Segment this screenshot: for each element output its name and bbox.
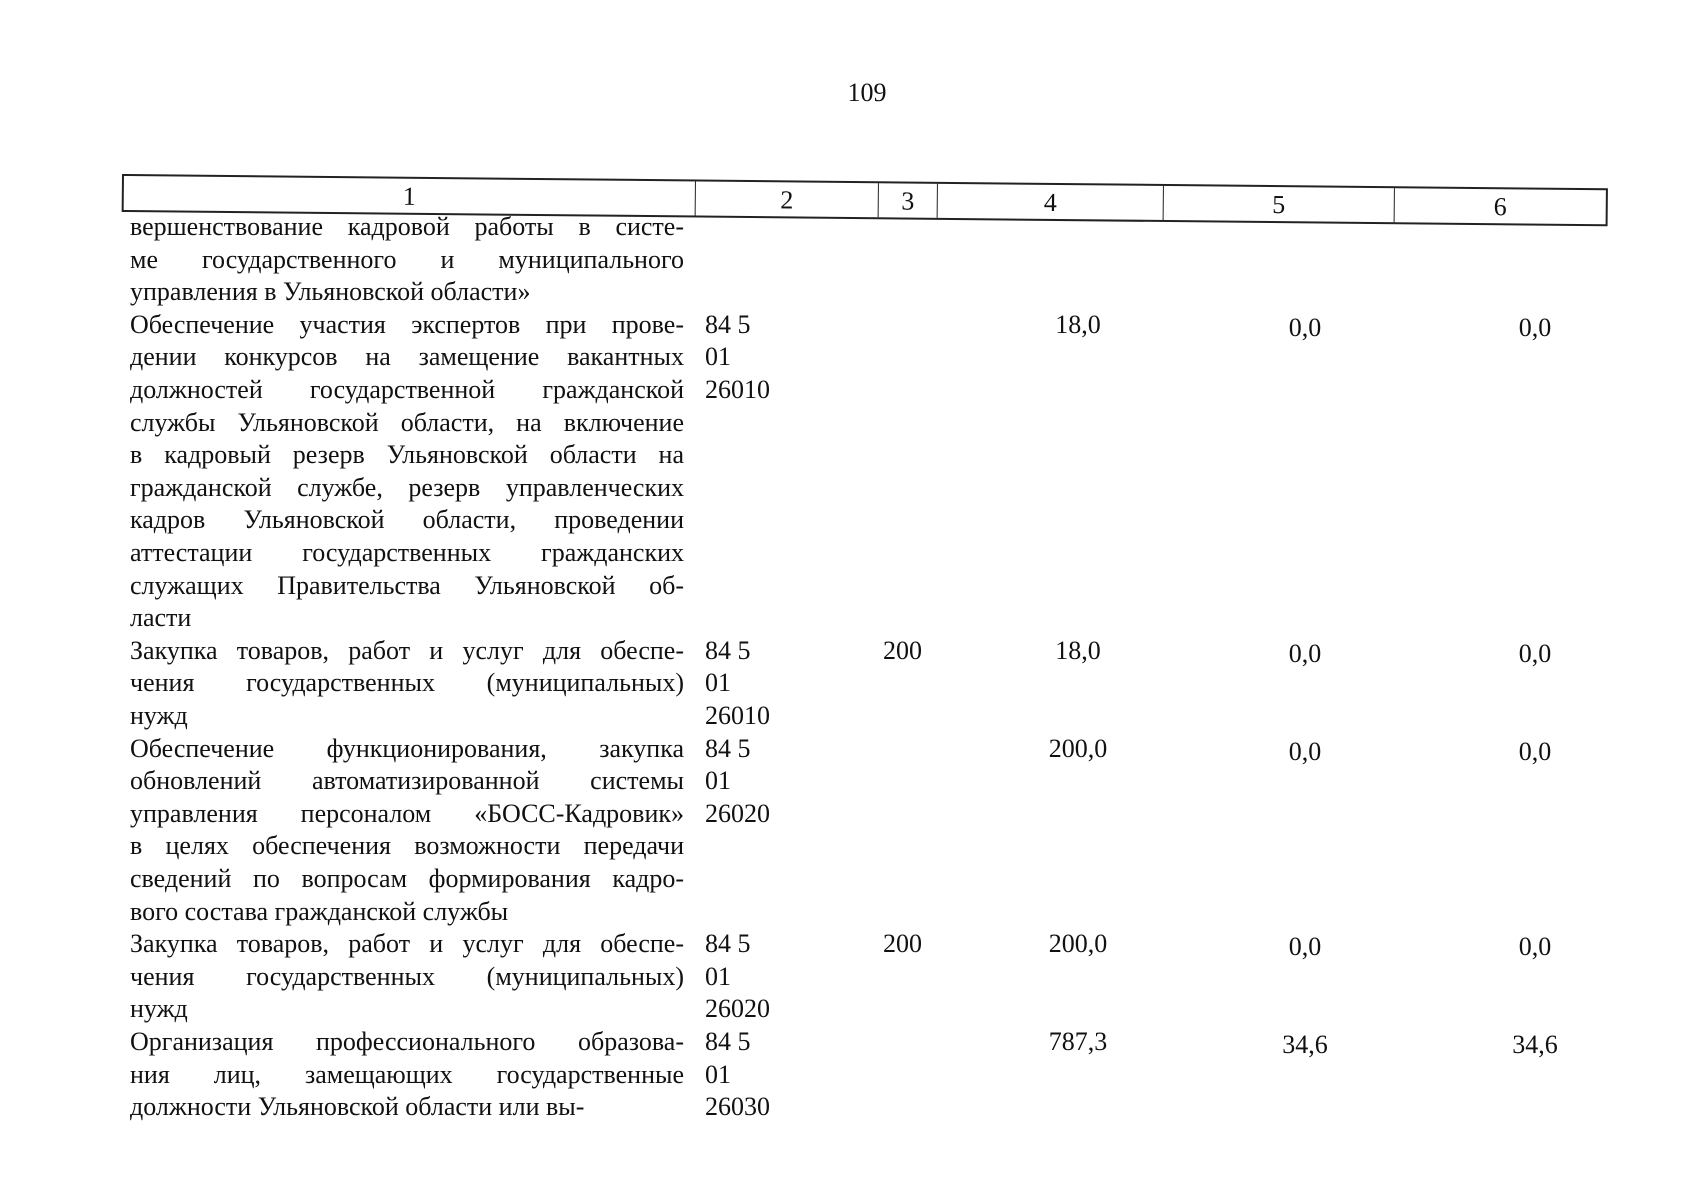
description-line: гражданской службе, резерв управленческих <box>130 472 684 502</box>
description-line: управления персоналом «БОСС-Кадровик» <box>130 798 684 828</box>
row-type: 200 <box>883 635 922 665</box>
row-col-5: 0,0 <box>1288 932 1322 962</box>
row-description <box>130 733 684 929</box>
row-col-6: 0,0 <box>1518 736 1552 766</box>
row-col-6: 0,0 <box>1518 312 1552 342</box>
row-type: 200 <box>883 929 922 959</box>
row-code: 84 5 01 26010 <box>705 309 770 404</box>
description-line: обновлений автоматизированной системы <box>130 766 684 796</box>
description-line: ласти <box>130 603 192 633</box>
row-col-5: 0,0 <box>1288 312 1322 342</box>
row-code: 84 5 01 26020 <box>705 733 770 828</box>
row-col-5: 34,6 <box>1282 1030 1328 1059</box>
row-col-4: 18,0 <box>1055 635 1101 665</box>
table-row <box>130 309 1552 635</box>
header-col-1: 1 <box>124 176 696 215</box>
description-line: Организация профессионального образова- <box>130 1027 684 1056</box>
description-line: чения государственных (муниципальных) <box>130 668 684 698</box>
description-line: ния лиц, замещающих государственные <box>130 1059 684 1089</box>
description-line: должностей государственной гражданской <box>130 374 684 404</box>
table-row <box>130 1026 1558 1124</box>
page-number: 109 <box>847 78 887 107</box>
table-row <box>130 928 1552 1026</box>
row-col-4: 200,0 <box>1048 929 1108 959</box>
description-line: управления в Ульяновской области» <box>130 277 531 307</box>
row-col-6: 0,0 <box>1518 932 1552 962</box>
row-description <box>130 211 684 309</box>
description-line: вершенствование кадровой работы в систе- <box>130 212 684 241</box>
header-col-6: 6 <box>1493 192 1507 222</box>
row-col-5: 0,0 <box>1288 638 1322 668</box>
header-col-4: 4 <box>938 184 1164 220</box>
row-code: 84 5 01 26020 <box>705 929 770 1024</box>
description-line: Закупка товаров, работ и услуг для обеспе- <box>130 929 684 959</box>
description-line: нужд <box>130 994 188 1024</box>
row-description <box>130 309 684 635</box>
description-line: служащих Правительства Ульяновской об- <box>130 570 684 600</box>
header-col-2: 2 <box>696 182 879 218</box>
row-description <box>130 928 684 1026</box>
row-code: 84 5 01 26010 <box>705 635 770 730</box>
header-col-5: 5 <box>1164 186 1395 222</box>
row-col-6: 0,0 <box>1518 638 1552 668</box>
description-line: Обеспечение участия экспертов при прове- <box>130 309 684 339</box>
table-row <box>130 211 684 309</box>
description-line: вого состава гражданской службы <box>130 896 509 926</box>
row-col-4: 200,0 <box>1048 733 1108 763</box>
table-row <box>130 733 1552 929</box>
row-col-5: 0,0 <box>1288 736 1322 766</box>
description-line: Закупка товаров, работ и услуг для обеспе- <box>130 635 684 665</box>
description-line: кадров Ульяновской области, проведении <box>130 505 684 535</box>
description-line: нужд <box>130 700 188 730</box>
description-line: дении конкурсов на замещение вакантных <box>130 342 684 372</box>
description-line: службы Ульяновской области, на включение <box>130 407 684 437</box>
table-row <box>130 635 1552 733</box>
row-code: 84 5 01 26030 <box>705 1027 770 1122</box>
row-col-4: 787,3 <box>1048 1027 1108 1056</box>
row-description <box>130 635 684 733</box>
description-line: в целях обеспечения возможности передачи <box>130 831 684 861</box>
description-line: ме государственного и муниципального <box>130 244 684 274</box>
description-line: в кадровый резерв Ульяновской области на <box>130 440 684 470</box>
description-line: сведений по вопросам формирования кадро- <box>130 863 684 893</box>
description-line: Обеспечение функционирования, закупка <box>130 733 684 763</box>
row-col-6: 34,6 <box>1512 1030 1558 1059</box>
description-line: аттестации государственных гражданских <box>130 537 684 567</box>
row-col-4: 18,0 <box>1055 309 1101 339</box>
description-line: должности Ульяновской области или вы- <box>130 1092 585 1122</box>
row-description <box>130 1026 684 1124</box>
description-line: чения государственных (муниципальных) <box>130 961 684 991</box>
header-col-3: 3 <box>879 183 938 218</box>
